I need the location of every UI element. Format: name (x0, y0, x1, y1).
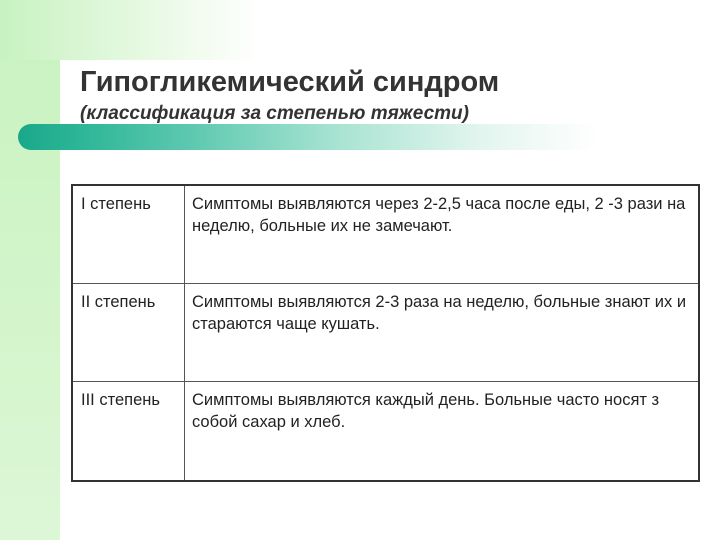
grade-cell: II степень (72, 283, 185, 381)
description-cell: Симптомы выявляются 2-3 раза на неделю, больные знают их и стараются чаще кушать. (185, 283, 700, 381)
description-cell: Симптомы выявляются через 2-2,5 часа после еды, 2 -3 рази на неделю, больные их не замечают. (185, 185, 700, 283)
description-cell: Симптомы выявляются каждый день. Больные часто носят з собой сахар и хлеб. (192, 390, 660, 431)
accent-bar (18, 124, 598, 150)
table-row (72, 185, 699, 283)
left-decorative-band (0, 0, 60, 540)
slide-subtitle: (классификация за степенью тяжести) (80, 103, 469, 124)
table-row (72, 283, 699, 381)
slide-title: Гипогликемический синдром (80, 66, 500, 98)
severity-table (71, 184, 700, 482)
grade-cell: III степень (72, 381, 185, 481)
top-decorative-fade (0, 0, 260, 60)
table-row (72, 381, 699, 481)
grade-cell: I степень (72, 185, 185, 283)
